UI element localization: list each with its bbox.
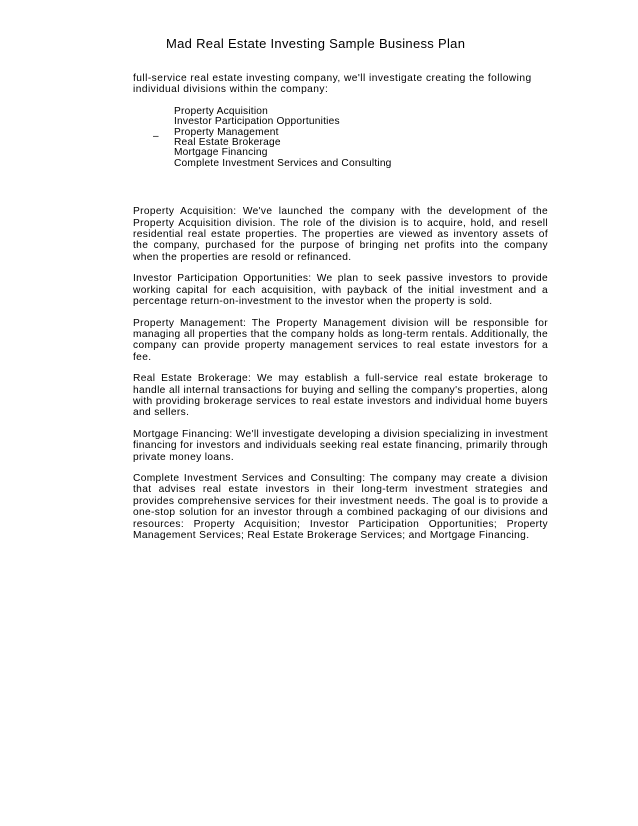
list-item: Real Estate Brokerage [174,137,281,149]
section-investment-services: Complete Investment Services and Consulting: The company may create a division that advises real estate investors in their long-term investment strategies and provides comprehensive services for their investment needs. The goal is to provide a one-stop solution for an investor through a combined packaging of our divisions and resources: Property Acquisition; Investor Participation Opportunities; Property Management Services; Real Estate Brokerage Services; and Mortgage Financing. [133,472,548,541]
section-mortgage-financing: Mortgage Financing: We'll investigate developing a division specializing in investment financing for investors and individuals seeking real estate financing, primarily through private money loans. [133,428,548,463]
divisions-list-block [133,107,548,169]
list-item: Mortgage Financing [174,147,268,159]
page-title: Mad Real Estate Investing Sample Business Plan [166,36,466,51]
section-property-acquisition: Property Acquisition: We've launched the company with the development of the Property Acquisition division. The role of the division is to acquire, hold, and resell residential real estate properties. The properties are viewed as inventory assets of the company, purchased for the purpose of bringing net profits into the company when the properties are resold or refinanced. [133,206,548,263]
document-body [133,73,548,551]
section-investor-participation: Investor Participation Opportunities: We plan to seek passive investors to provide working capital for each acquisition, with payback of the initial investment and a percentage return-on-investment to the investor when the property is sold. [133,273,548,308]
section-real-estate-brokerage: Real Estate Brokerage: We may establish a full-service real estate brokerage to handle all internal transactions for buying and selling the company's properties, along with providing brokerage services to real estate investors and individual home buyers and sellers. [133,373,548,419]
bullet-marker: – [153,130,159,142]
divisions-list [174,107,548,169]
intro-paragraph: full-service real estate investing company, we'll investigate creating the following individual divisions within the company: [133,73,532,96]
list-item: Property Management [174,126,279,138]
list-item: Complete Investment Services and Consulting [174,157,392,169]
section-property-management: Property Management: The Property Management division will be responsible for managing all properties that the company holds as long-term rentals. Additionally, the company can provide property management services to real estate investors for a fee. [133,317,548,363]
division-descriptions [133,206,548,541]
list-item: Property Acquisition [174,105,269,117]
list-item: Investor Participation Opportunities [174,116,340,128]
